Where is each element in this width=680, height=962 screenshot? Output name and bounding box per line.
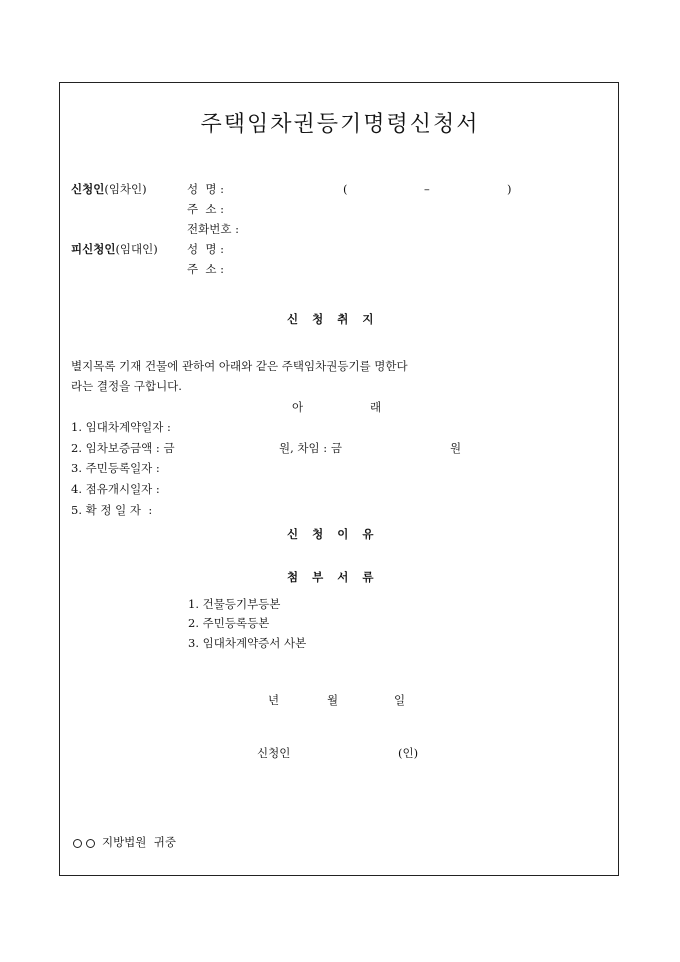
item-contract-date: 1. 임대차계약일자 :	[71, 420, 171, 434]
document-border	[59, 82, 619, 876]
item-fixed-date: 5. 확 정 일 자 :	[71, 503, 153, 517]
applicant-label	[71, 182, 147, 196]
purpose-heading: 신청취지	[287, 312, 388, 326]
item-possession-date: 4. 점유개시일자 :	[71, 482, 160, 496]
applicant-address-label: 주 소 :	[187, 202, 225, 216]
item-deposit: 2. 임차보증금액 : 금	[71, 441, 175, 455]
below-a: 아	[292, 400, 304, 414]
respondent-label	[71, 242, 158, 256]
blank-circle-icon	[73, 839, 82, 848]
respondent-address-label: 주 소 :	[187, 262, 225, 276]
rrn-dash: –	[424, 182, 430, 196]
date-day: 일	[394, 693, 406, 707]
below-b: 래	[370, 400, 382, 414]
item-registration-date: 3. 주민등록일자 :	[71, 461, 160, 475]
applicant-label-bold: 신청인	[71, 182, 105, 196]
attachment-item: 2. 주민등록등본	[188, 616, 270, 630]
item-deposit-won-rent: 원, 차임 : 금	[279, 441, 342, 455]
reason-heading: 신청이유	[287, 527, 388, 541]
seal-mark: (인)	[398, 746, 419, 760]
respondent-name-label: 성 명 :	[187, 242, 225, 256]
respondent-label-bold: 피신청인	[71, 242, 116, 256]
item-rent-won: 원	[450, 441, 462, 455]
date-year: 년	[268, 693, 280, 707]
rrn-paren-close: )	[507, 182, 512, 196]
purpose-line-2: 라는 결정을 구합니다.	[71, 379, 182, 393]
court-name: 지방법원 귀중	[101, 835, 176, 849]
applicant-phone-label: 전화번호 :	[187, 222, 239, 236]
court-addressee	[73, 835, 176, 849]
date-month: 월	[327, 693, 339, 707]
attachment-item: 3. 임대차계약증서 사본	[188, 636, 307, 650]
attachments-heading: 첨부서류	[287, 570, 388, 584]
signer-label: 신청인	[257, 746, 291, 760]
applicant-label-paren: (임차인)	[104, 182, 147, 196]
blank-circle-icon	[86, 839, 95, 848]
purpose-line-1: 별지목록 기재 건물에 관하여 아래와 같은 주택임차권등기를 명한다	[71, 359, 408, 373]
rrn-paren-open: (	[343, 182, 348, 196]
respondent-label-paren: (임대인)	[115, 242, 158, 256]
document-title: 주택임차권등기명령신청서	[200, 112, 480, 137]
applicant-name-label: 성 명 :	[187, 182, 225, 196]
attachment-item: 1. 건물등기부등본	[188, 597, 281, 611]
